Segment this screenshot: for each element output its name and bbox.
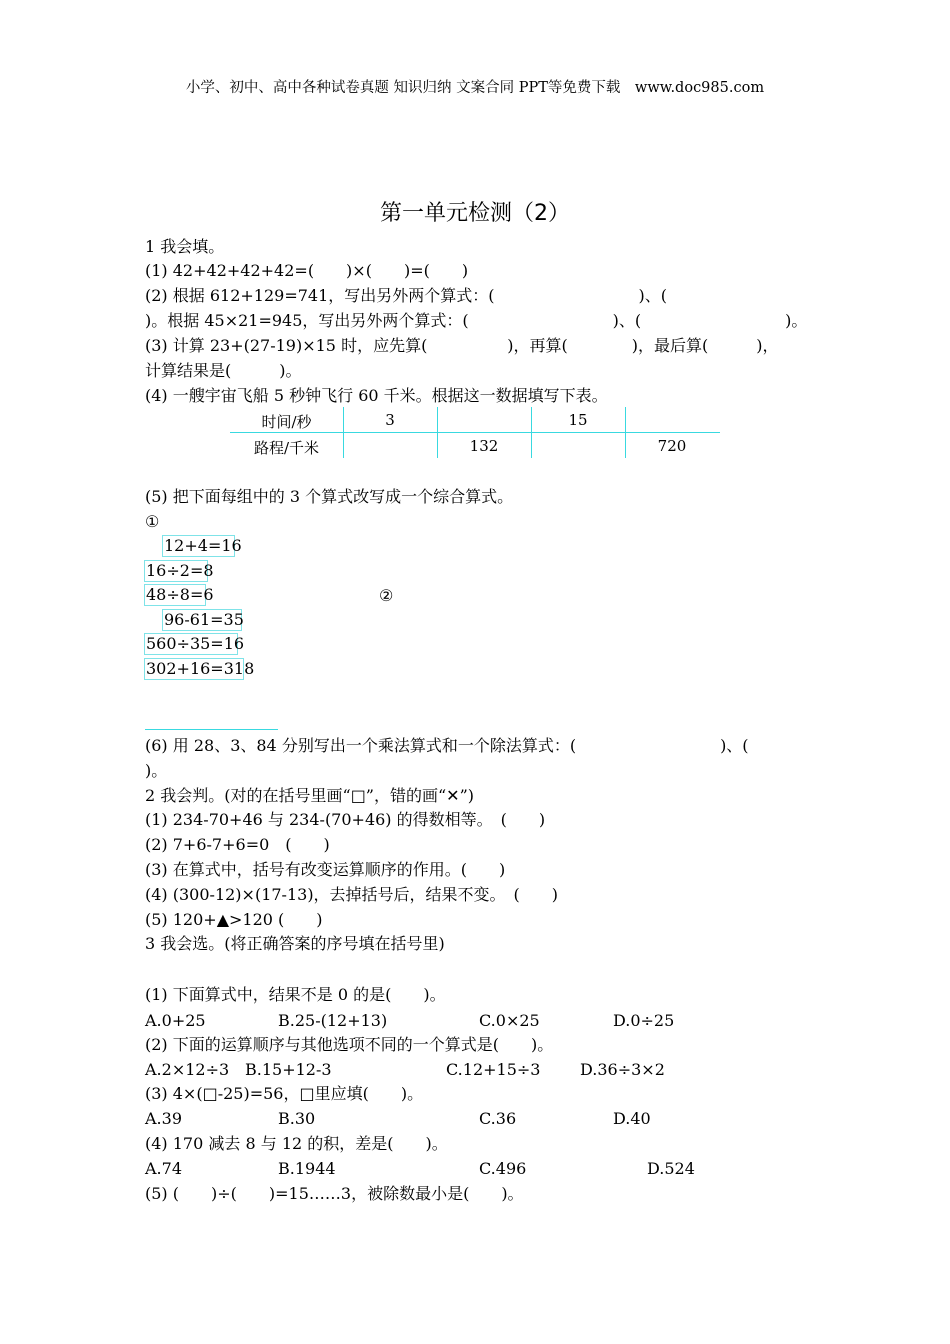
option-b: B.15+12-3: [245, 1060, 332, 1079]
question-2-4: (4) (300-12)×(17-13)，去掉括号后，结果不变。 ( ): [145, 885, 559, 904]
answer-line: [145, 729, 278, 730]
question-1-1: (1) 42+42+42+42=( )×( )=( ): [145, 261, 469, 280]
question-2-2: (2) 7+6-7+6=0 ( ): [145, 835, 330, 854]
question-1-4: (4) 一艘宇宙飞船 5 秒钟飞行 60 千米。根据这一数据填写下表。: [145, 386, 608, 405]
question-1-6-line1: (6) 用 28、3、84 分别写出一个乘法算式和一个除法算式：( )、(: [145, 736, 749, 755]
section-2-heading: 2 我会判。(对的在括号里画“□”，错的画“✕”): [145, 786, 474, 805]
equation-box: 302+16=318: [146, 659, 255, 678]
group-2-marker: ②: [379, 586, 394, 605]
equation-box: 560÷35=16: [146, 634, 245, 653]
question-1-3-line1: (3) 计算 23+(27-19)×15 时，应先算( )，再算( )，最后算( )，: [145, 336, 779, 355]
question-3-4: (4) 170 减去 8 与 12 的积，差是( )。: [145, 1134, 448, 1153]
option-c: C.496: [479, 1159, 527, 1178]
option-a: A.74: [145, 1159, 182, 1178]
table-cell: 15: [568, 411, 588, 429]
section-3-heading: 3 我会选。(将正确答案的序号填在括号里): [145, 934, 445, 953]
option-d: D.40: [613, 1109, 651, 1128]
question-1-2-line2: )。根据 45×21=945，写出另外两个算式：( )、( )。: [145, 311, 808, 330]
table-row2-label: 路程/千米: [253, 439, 320, 457]
question-3-1: (1) 下面算式中，结果不是 0 的是( )。: [145, 985, 446, 1004]
table-cell: 720: [657, 437, 687, 455]
table-row1-label: 时间/秒: [261, 413, 312, 431]
option-a: A.39: [145, 1109, 182, 1128]
equation-box: 12+4=16: [164, 536, 242, 555]
question-1-2-line1: (2) 根据 612+129=741，写出另外两个算式：( )、(: [145, 286, 667, 305]
question-1-5: (5) 把下面每组中的 3 个算式改写成一个综合算式。: [145, 487, 514, 506]
question-3-2: (2) 下面的运算顺序与其他选项不同的一个算式是( )。: [145, 1035, 554, 1054]
question-1-3-line2: 计算结果是( )。: [145, 361, 302, 380]
option-d: D.0÷25: [613, 1011, 675, 1030]
option-b: B.30: [278, 1109, 316, 1128]
question-2-5: (5) 120+▲>120 ( ): [145, 910, 323, 929]
option-d: D.524: [647, 1159, 695, 1178]
group-1-marker: ①: [145, 512, 160, 531]
table-divider: [230, 432, 720, 433]
question-3-5: (5) ( )÷( )=15……3，被除数最小是( )。: [145, 1184, 524, 1203]
equation-box: 48÷8=6: [146, 585, 214, 604]
option-d: D.36÷3×2: [580, 1060, 665, 1079]
option-b: B.25-(12+13): [278, 1011, 388, 1030]
table-cell: 3: [385, 411, 395, 429]
option-c: C.36: [479, 1109, 517, 1128]
table-cell: 132: [469, 437, 499, 455]
question-1-6-line2: )。: [145, 761, 168, 780]
page-header: 小学、初中、高中各种试卷真题 知识归纳 文案合同 PPT等免费下载 www.doc985.com: [185, 80, 765, 96]
option-a: A.2×12÷3: [145, 1060, 230, 1079]
option-a: A.0+25: [145, 1011, 206, 1030]
question-2-1: (1) 234-70+46 与 234-(70+46) 的得数相等。 ( ): [145, 810, 546, 829]
equation-box: 96-61=35: [164, 610, 244, 629]
option-c: C.0×25: [479, 1011, 540, 1030]
question-2-3: (3) 在算式中，括号有改变运算顺序的作用。( ): [145, 860, 506, 879]
page-title: 第一单元检测（2）: [380, 201, 570, 226]
equation-box: 16÷2=8: [146, 561, 214, 580]
section-1-heading: 1 我会填。: [145, 237, 225, 256]
question-3-3: (3) 4×(□-25)=56，□里应填( )。: [145, 1084, 424, 1103]
option-b: B.1944: [278, 1159, 336, 1178]
option-c: C.12+15÷3: [446, 1060, 541, 1079]
